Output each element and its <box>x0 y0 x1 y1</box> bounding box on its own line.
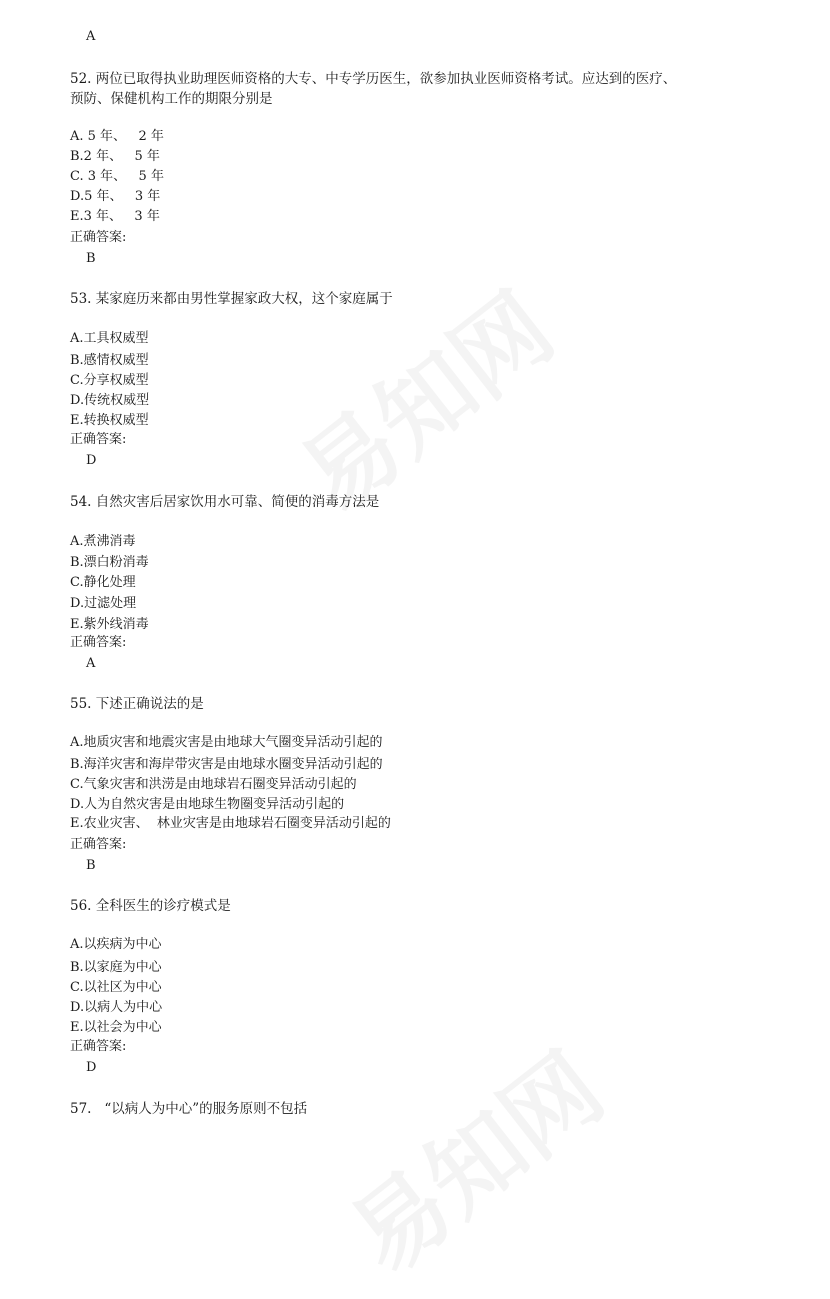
question-stem: 55. 下述正确说法的是 <box>70 696 204 712</box>
option: E.农业灾害、 林业灾害是由地球岩石圈变异活动引起的 <box>70 816 391 831</box>
option: B.感情权威型 <box>70 353 149 368</box>
answer-label: 正确答案: <box>70 635 127 650</box>
answer-label: 正确答案: <box>70 1039 127 1054</box>
option: D.以病人为中心 <box>70 1000 163 1015</box>
option: D.过滤处理 <box>70 596 137 611</box>
option: C. 3 年、 5 年 <box>70 169 164 184</box>
answer-label: 正确答案: <box>70 837 127 852</box>
option: E.以社会为中心 <box>70 1020 162 1035</box>
option: B.2 年、 5 年 <box>70 149 160 164</box>
option: C.以社区为中心 <box>70 980 162 995</box>
answer-value: B <box>86 858 96 873</box>
option: B.海洋灾害和海岸带灾害是由地球水圈变异活动引起的 <box>70 757 383 772</box>
question-stem: 53. 某家庭历来都由男性掌握家政大权，这个家庭属于 <box>70 291 393 307</box>
answer-value: A <box>86 656 96 671</box>
option: C.静化处理 <box>70 575 136 590</box>
answer-label: 正确答案: <box>70 432 127 447</box>
question-stem: 预防、保健机构工作的期限分别是 <box>70 91 273 107</box>
option: C.气象灾害和洪涝是由地球岩石圈变异活动引起的 <box>70 777 357 792</box>
watermark <box>318 1017 626 1299</box>
answer-value: B <box>86 251 96 266</box>
answer-value: D <box>86 453 97 468</box>
option: A.工具权威型 <box>70 331 149 346</box>
question-stem: 54. 自然灾害后居家饮用水可靠、简便的消毒方法是 <box>70 494 380 510</box>
option: C.分享权威型 <box>70 373 149 388</box>
option: D.5 年、 3 年 <box>70 189 161 204</box>
question-stem: 52. 两位已取得执业助理医师资格的大专、中专学历医生，欲参加执业医师资格考试。应达到的医疗、 <box>70 71 677 87</box>
option: A.煮沸消毒 <box>70 534 136 549</box>
option: A. 5 年、 2 年 <box>70 129 164 144</box>
option: B.漂白粉消毒 <box>70 555 149 570</box>
answer-value: D <box>86 1060 97 1075</box>
option: E.紫外线消毒 <box>70 617 149 632</box>
option: E.转换权威型 <box>70 413 149 428</box>
answer-label: 正确答案: <box>70 230 127 245</box>
option: B.以家庭为中心 <box>70 960 162 975</box>
option: D.人为自然灾害是由地球生物圈变异活动引起的 <box>70 797 345 812</box>
option: A.以疾病为中心 <box>70 937 162 952</box>
answer-value: A <box>86 29 96 44</box>
option: E.3 年、 3 年 <box>70 209 160 224</box>
question-stem: 56. 全科医生的诊疗模式是 <box>70 898 231 914</box>
question-stem: 57. “以病人为中心”的服务原则不包括 <box>70 1101 308 1117</box>
option: A.地质灾害和地震灾害是由地球大气圈变异活动引起的 <box>70 735 383 750</box>
option: D.传统权威型 <box>70 393 150 408</box>
